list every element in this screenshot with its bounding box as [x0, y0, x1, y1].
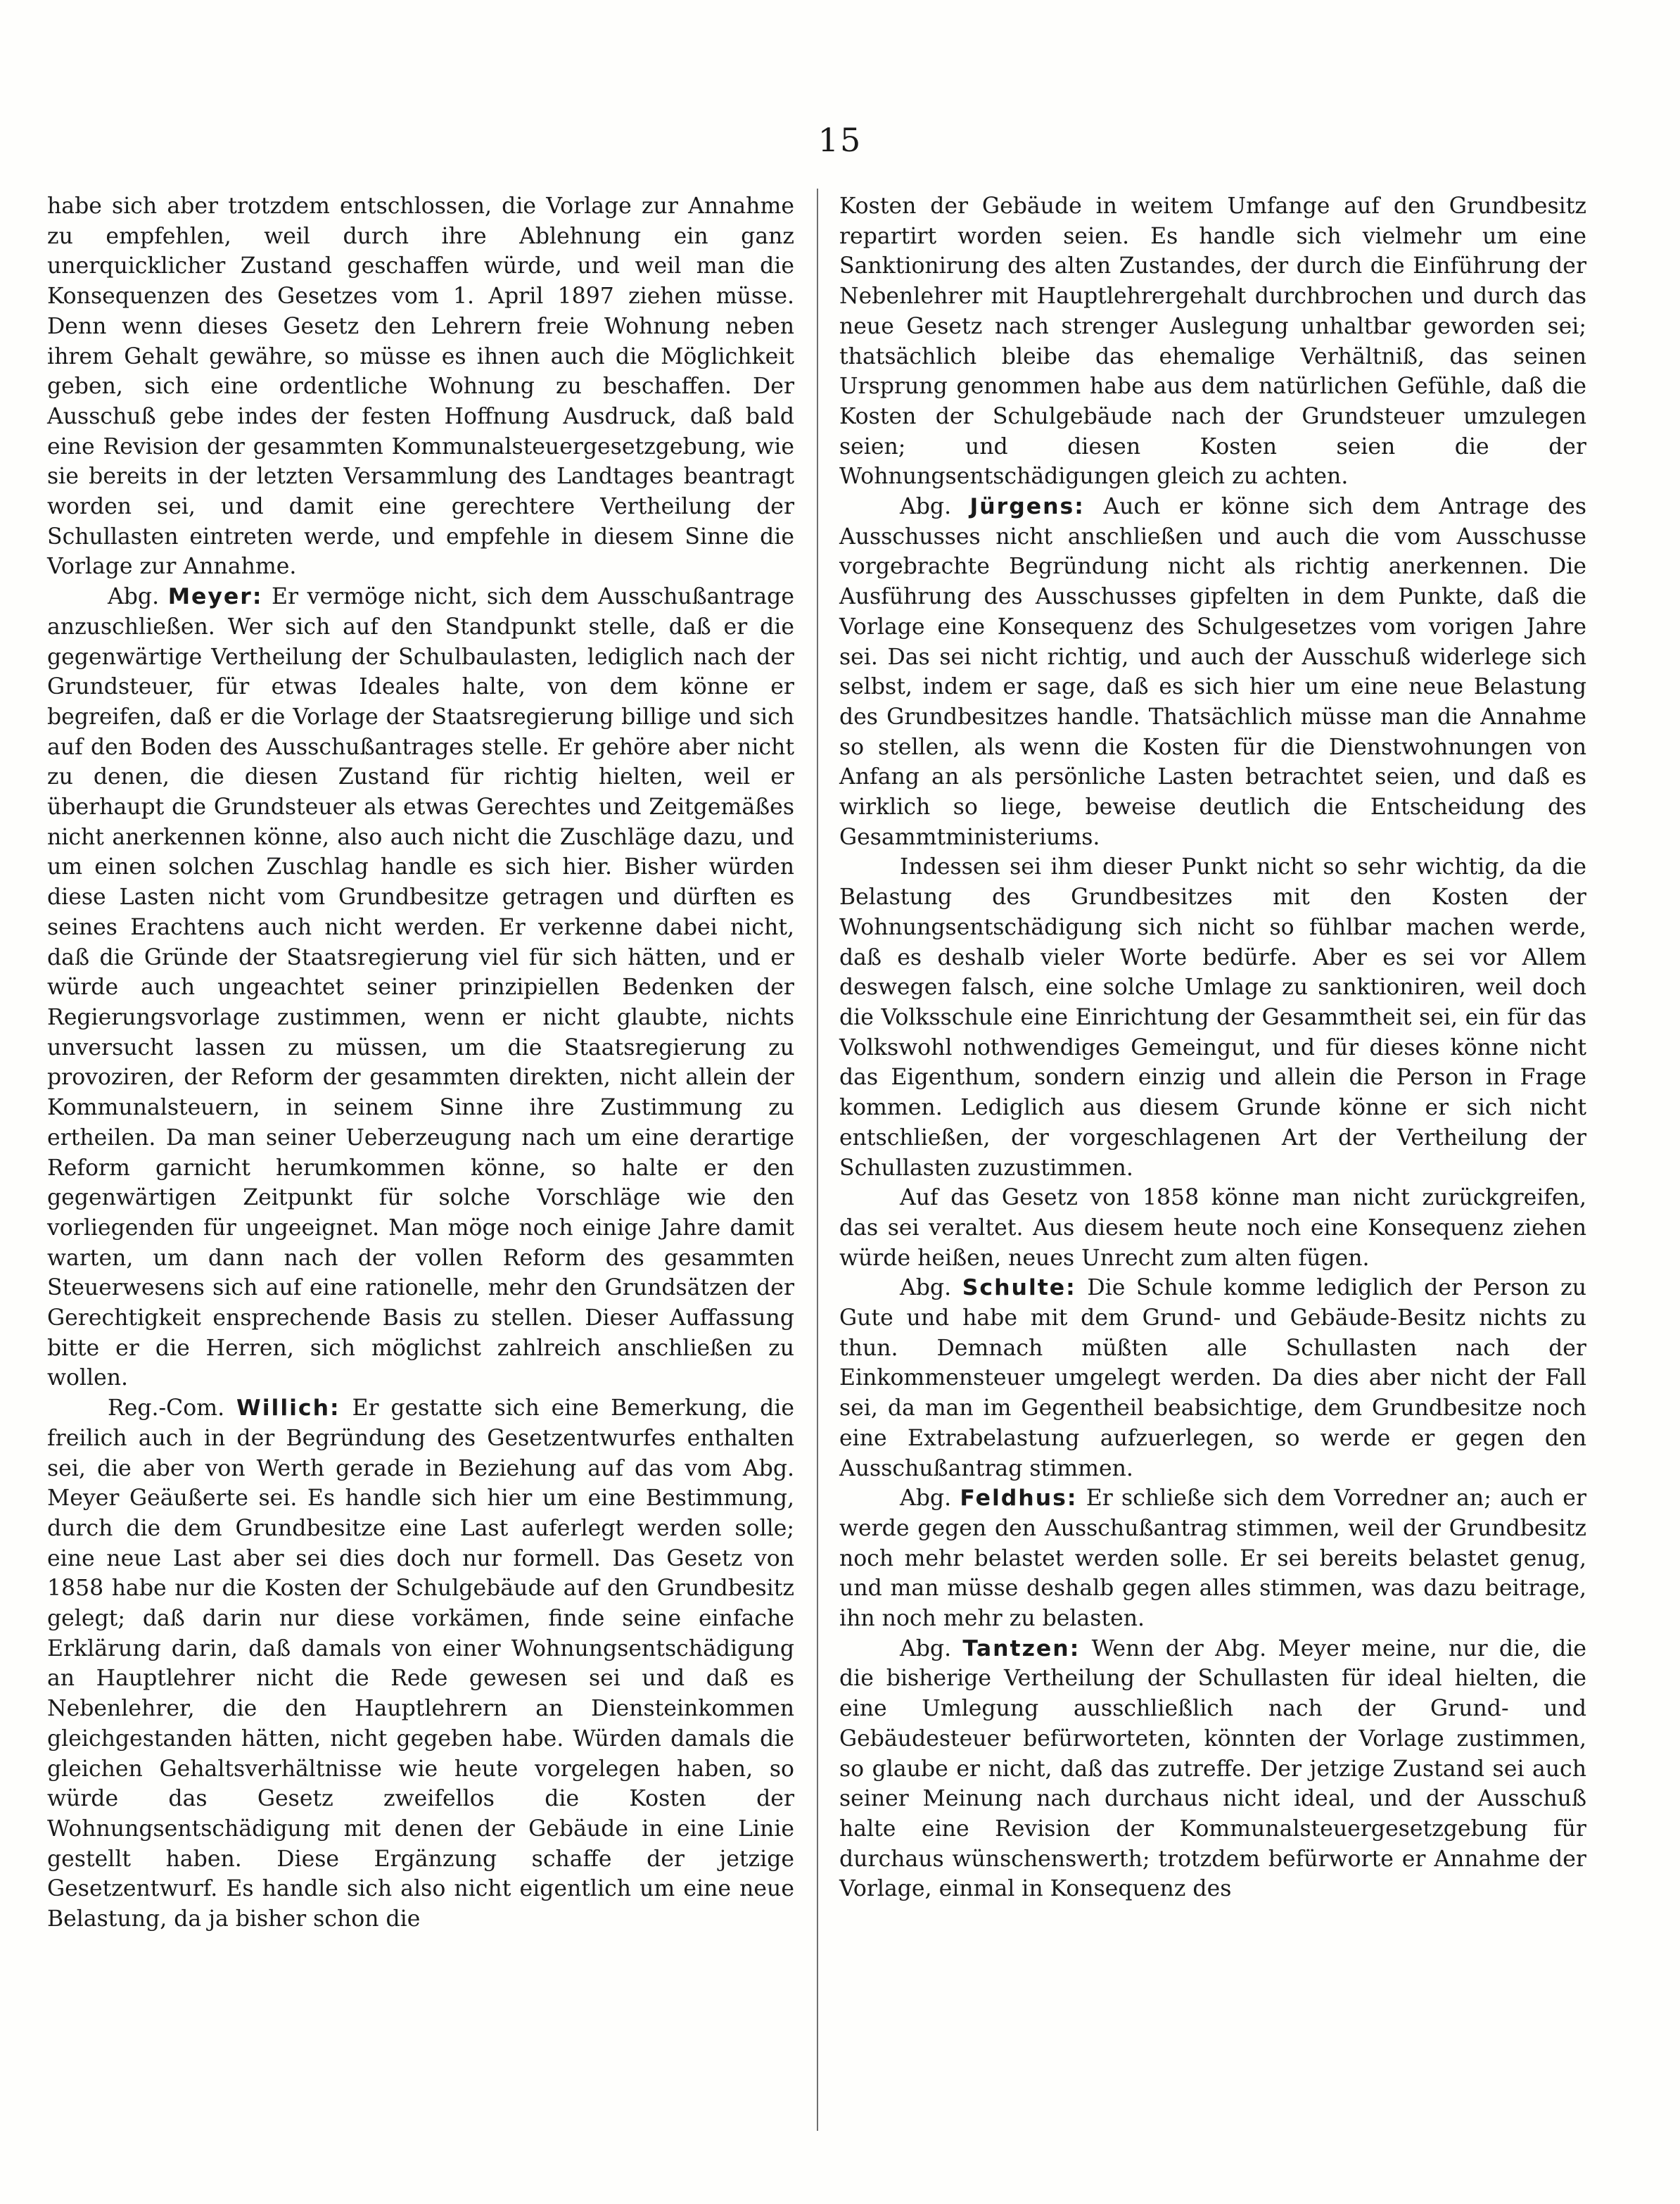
speaker-name: Jürgens: — [969, 494, 1085, 520]
speaker-prefix: Abg. — [108, 584, 160, 610]
speaker-name: Tantzen: — [962, 1635, 1081, 1661]
speech-text: Die Schule komme lediglich der Person zu Gute und habe mit dem Grund- und Gebäude-Besitz nichts zu thun. Demnach müßten alle Schullasten nach der Einkommensteuer umgelegt werden. Da dies aber nicht der Fall sei, da man im Gegentheil beabsichtige, dem Grundbesitze noch eine Extrabelastung aufzuerlegen, so werde er gegen den Ausschußantrag stimmen. — [839, 1275, 1586, 1481]
column-divider — [817, 189, 818, 2131]
right-column — [839, 191, 1586, 1904]
speech-paragraph — [47, 582, 794, 1393]
speaker-name: Feldhus: — [960, 1486, 1078, 1512]
speaker-name: Schulte: — [962, 1275, 1076, 1301]
speaker-prefix: Reg.-Com. — [108, 1395, 225, 1421]
speech-paragraph — [47, 1393, 794, 1934]
speech-text: Er vermöge nicht, sich dem Ausschußantrage anzuschließen. Wer sich auf den Standpunkt stelle, daß er die gegenwärtige Vertheilung der Schulbaulasten, lediglich nach der Grundsteuer, für etwas Ideales halte, von dem könne er begreifen, daß er die Vorlage der Staatsregierung billige und sich auf den Boden des Ausschußantrages stelle. Er gehöre aber nicht zu denen, die diesen Zustand für richtig hielten, weil er überhaupt die Grundsteuer als etwas Gerechtes und Zeitgemäßes nicht anerkennen könne, also auch nicht die Zuschläge dazu, und um einen solchen Zuschlag handle es sich hier. Bisher würden diese Lasten nicht vom Grundbesitze getragen und dürften es seines Erachtens auch nicht werden. Er verkenne dabei nicht, daß die Gründe der Staatsregierung viel für sich hätten, und er würde auch ungeachtet seiner prinzipiellen Bedenken der Regierungsvorlage zustimmen, wenn er nicht glaubte, nichts unversucht lassen zu müssen, um die Staatsregierung zu provoziren, der Reform der gesammten direkten, nicht allein der Kommunalsteuern, in seinem Sinne ihre Zustimmung zu ertheilen. Da man seiner Ueberzeugung nach um eine derartige Reform garnicht herumkommen könne, so halte er den gegenwärtigen Zeitpunkt für solche Vorschläge wie den vorliegenden für ungeeignet. Man möge noch einige Jahre damit warten, um dann nach der vollen Reform des gesammten Steuerwesens sich auf eine rationelle, mehr den Grundsätzen der Gerechtigkeit ensprechende Basis zu stellen. Dieser Auffassung bitte er die Herren, sich möglichst zahlreich anschließen zu wollen. — [47, 584, 794, 1391]
speaker-prefix: Abg. — [900, 1275, 952, 1301]
speech-text: Auch er könne sich dem Antrage des Ausschusses nicht anschließen und auch die vom Ausschusse vorgebrachte Begründung nicht als richtig anerkennen. Die Ausführung des Ausschusses gipfelten in dem Punkte, daß die Vorlage eine Konsequenz des Schulgesetzes vom vorigen Jahre sei. Das sei nicht richtig, und auch der Ausschuß widerlege sich selbst, indem er sage, daß es sich hier um eine neue Belastung des Grundbesitzes handle. Thatsächlich müsse man die Annahme so stellen, als wenn die Kosten für die Dienstwohnungen von Anfang an als persönliche Lasten betrachtet seien, und daß es wirklich so liege, beweise deutlich die Entscheidung des Gesammtministeriums. — [839, 494, 1587, 850]
speech-paragraph — [839, 492, 1586, 852]
speaker-prefix: Abg. — [900, 1635, 952, 1661]
speaker-name: Willich: — [236, 1395, 341, 1421]
speaker-prefix: Abg. — [900, 494, 952, 520]
speech-text: Er schließe sich dem Vorredner an; auch er werde gegen den Ausschußantrag stimmen, weil der Grundbesitz noch mehr belastet werden solle. Er sei bereits belastet genug, und man müsse deshalb gegen alles stimmen, was dazu beitrage, ihn noch mehr zu belasten. — [839, 1486, 1587, 1632]
paragraph: Indessen sei ihm dieser Punkt nicht so sehr wichtig, da die Belastung des Grundbesitzes mit den Kosten der Wohnungsentschädigung sich nicht so fühlbar machen werde, daß es deshalb vieler Worte bedürfe. Aber es sei vor Allem deswegen falsch, eine solche Umlage zu sanktioniren, weil doch die Volksschule eine Einrichtung der Gesammtheit sei, ein für das Volkswohl nothwendiges Gemeingut, und für dieses könne nicht das Eigenthum, sondern einzig und allein die Person in Frage kommen. Lediglich aus diesem Grunde könne er sich nicht entschließen, der vorgeschlagenen Art der Vertheilung der Schullasten zuzustimmen. — [839, 854, 1586, 1181]
left-column — [47, 191, 794, 1934]
page-number: 15 — [817, 121, 863, 159]
paragraph: habe sich aber trotzdem entschlossen, die Vorlage zur Annahme zu empfehlen, weil durch ihre Ablehnung ein ganz unerquicklicher Zustand geschaffen würde, und weil man die Konsequenzen des Gesetzes vom 1. April 1897 ziehen müsse. Denn wenn dieses Gesetz den Lehrern freie Wohnung neben ihrem Gehalt gewähre, so müsse es ihnen auch die Möglichkeit geben, sich eine ordentliche Wohnung zu beschaffen. Der Ausschuß gebe indes der festen Hoffnung Ausdruck, daß bald eine Revision der gesammten Kommunalsteuergesetzgebung, wie sie bereits in der letzten Versammlung des Landtages beantragt worden sei, und damit eine gerechtere Vertheilung der Schullasten eintreten werde, und empfehle in diesem Sinne die Vorlage zur Annahme. — [47, 194, 794, 580]
speech-paragraph — [839, 1634, 1586, 1904]
paragraph: Kosten der Gebäude in weitem Umfange auf den Grundbesitz repartirt worden seien. Es handle sich vielmehr um eine Sanktionirung des alten Zustandes, der durch die Einführung der Nebenlehrer mit Hauptlehrergehalt durchbrochen und durch das neue Gesetz nach strenger Auslegung unhaltbar geworden sei; thatsächlich bleibe das ehemalige Verhältniß, das seinen Ursprung genommen habe aus dem natürlichen Gefühle, daß die Kosten der Schulgebäude nach der Grundsteuer umzulegen seien; und diesen Kosten seien die der Wohnungsentschädigungen gleich zu achten. — [839, 194, 1586, 490]
speech-text: Er gestatte sich eine Bemerkung, die freilich auch in der Begründung des Gesetzentwurfes enthalten sei, die aber von Werth gerade in Beziehung auf das vom Abg. Meyer Geäußerte sei. Es handle sich hier um eine Bestimmung, durch die dem Grundbesitze eine Last auferlegt werden solle; eine neue Last aber sei dies doch nur formell. Das Gesetz von 1858 habe nur die Kosten der Schulgebäude auf den Grundbesitz gelegt; daß darin nur diese vorkämen, finde seine einfache Erklärung darin, daß damals von einer Wohnungsentschädigung an Hauptlehrer nicht die Rede gewesen sei und daß es Nebenlehrer, die den Hauptlehrern an Diensteinkommen gleichgestanden hätten, nicht gegeben habe. Würden damals die gleichen Gehaltsverhältnisse wie heute vorgelegen haben, so würde das Gesetz zweifellos die Kosten der Wohnungsentschädigung mit denen der Gebäude in eine Linie gestellt haben. Diese Ergänzung schaffe der jetzige Gesetzentwurf. Es handle sich also nicht eigentlich um eine neue Belastung, da ja bisher schon die — [47, 1395, 794, 1932]
speaker-name: Meyer: — [167, 584, 263, 610]
speech-text: Wenn der Abg. Meyer meine, nur die, die die bisherige Vertheilung der Schullasten für ideal hielten, die eine Umlegung ausschließlich nach der Grund- und Gebäudesteuer befürworteten, könnten der Vorlage zustimmen, so glaube er nicht, daß das zutreffe. Der jetzige Zustand sei auch seiner Meinung nach durchaus nicht ideal, und der Ausschuß halte eine Revision der Kommunalsteuergesetzgebung für durchaus wünschenswerth; trotzdem befürworte er Annahme der Vorlage, einmal in Konsequenz des — [839, 1635, 1587, 1902]
speaker-prefix: Abg. — [900, 1486, 952, 1512]
paragraph: Auf das Gesetz von 1858 könne man nicht zurückgreifen, das sei veraltet. Aus diesem heute noch eine Konsequenz ziehen würde heißen, neues Unrecht zum alten fügen. — [839, 1185, 1586, 1271]
speech-paragraph — [839, 1273, 1586, 1483]
speech-paragraph — [839, 1483, 1586, 1634]
